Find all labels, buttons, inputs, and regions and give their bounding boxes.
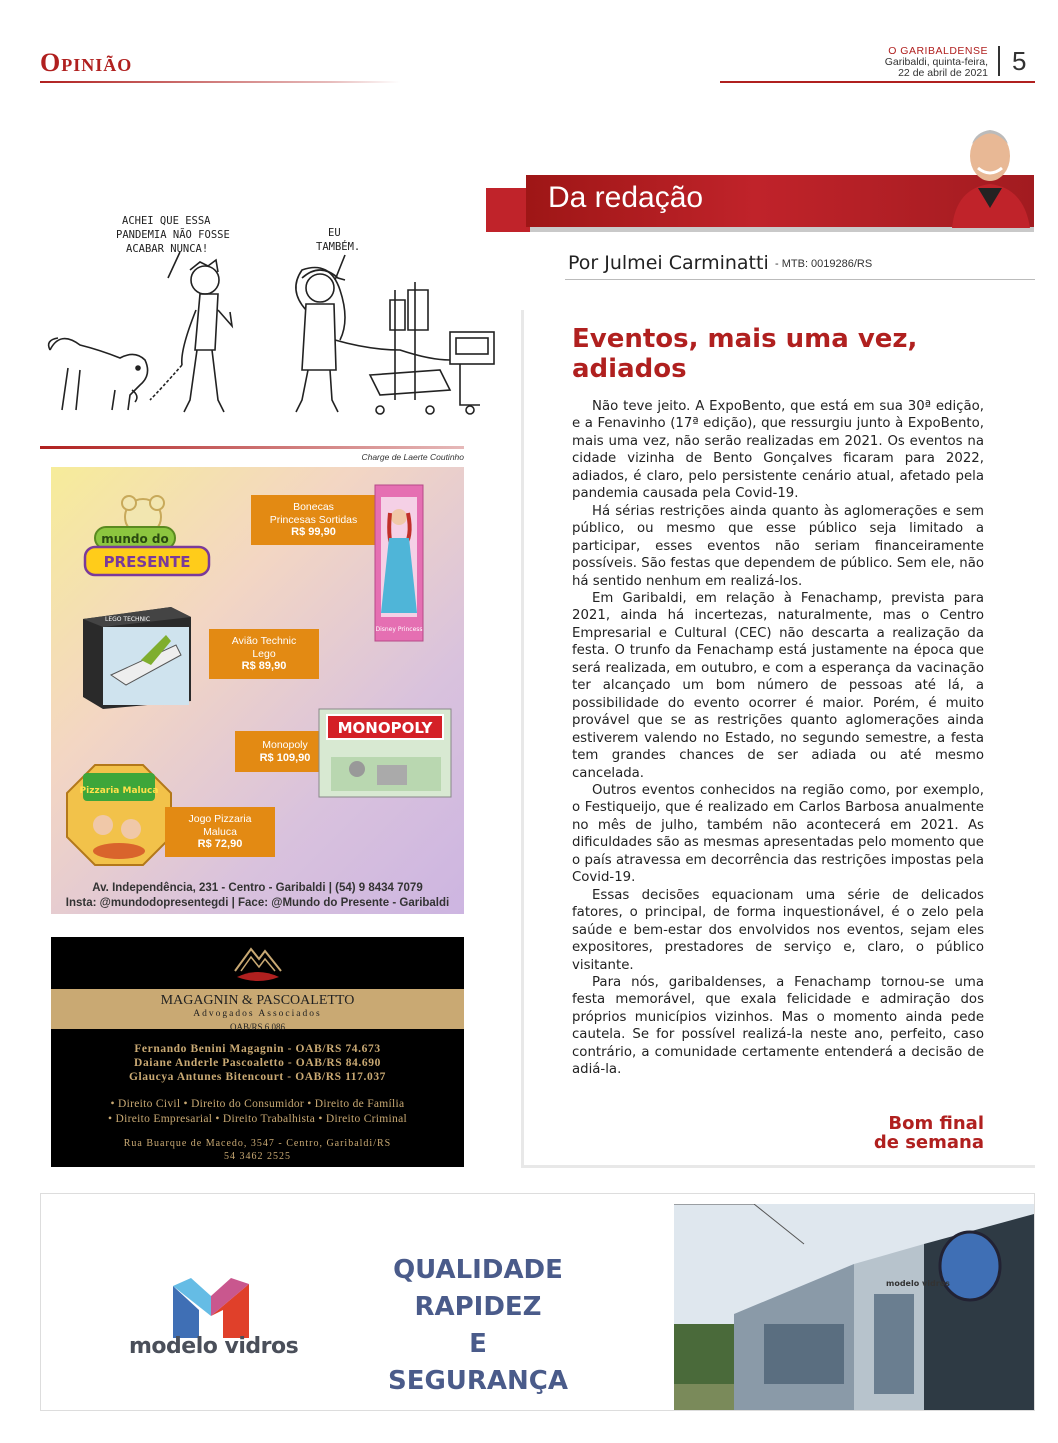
law-lawyers	[51, 1042, 464, 1084]
svg-text:MONOPOLY: MONOPOLY	[337, 719, 433, 737]
header-rule-right	[720, 81, 1035, 83]
article-paragraph: Outros eventos conhecidos na região como, por exemplo, o Festiqueijo, que é realizado em Carlos Barbosa anualmente no mês de julho, também não acontecerá em 2021. As dificuldades são as mesmas apresentadas pelo momento que o país atravessa em decorrência das restrições impostas pela Covid-19.	[572, 782, 984, 886]
product-price: R$ 109,90	[259, 751, 311, 764]
article-paragraph: Não teve jeito. A ExpoBento, que está em sua 30ª edição, e a Fenavinho (17ª edição), que ressurgiu junto à ExpoBento, mais uma vez, não serão realizadas em 2021. Os eventos na cidade vizinha de Bento Gonçalves ficaram para 2022, adiados, é claro, pelo persistente cenário atual, afetado pela pandemia causada pela Covid-19.	[572, 399, 984, 502]
product-tag-bonecas[interactable]	[251, 495, 376, 545]
svg-text:EU: EU	[328, 227, 341, 239]
mundo-do-presente-logo	[65, 489, 215, 579]
product-price: R$ 89,90	[241, 660, 287, 672]
law-address-line: Rua Buarque de Macedo, 3547 - Centro, Garibaldi/RS	[123, 1138, 392, 1149]
lawyer-name: Glaucya Antunes Bitencourt - OAB/RS 117.037	[128, 1071, 387, 1083]
article-signoff	[800, 1114, 984, 1152]
article-paragraph: Essas decisões equacionam uma série de delicados fatores, o principal, de forma inquestionável, é o zelo pela saúde e bem-estar dos envolvidos nos eventos, sejam eles expositores, prestadores de serviço e, claro, o público visitante.	[572, 887, 984, 973]
product-name: Avião Technic	[231, 635, 297, 647]
signoff-line1: Bom final	[888, 1113, 984, 1134]
modelo-vidros-ad[interactable]	[40, 1193, 1035, 1411]
law-firm-name: MAGAGNIN & PASCOALETTO	[160, 993, 355, 1008]
lego-technic-box	[81, 605, 193, 710]
paper-name: O GARIBALDENSE	[888, 45, 988, 57]
toy-ad-social: Insta: @mundodopresentegdi | Face: @Mundo do Presente - Garibaldi	[65, 897, 450, 909]
slogan-line: QUALIDADE	[393, 1255, 563, 1285]
modelo-vidros-brand: modelo vidros	[129, 1334, 299, 1359]
svg-text:TAMBÉM.: TAMBÉM.	[316, 241, 361, 253]
article-paragraph: Há sérias restrições ainda quanto às aglomerações e sem público, ou mesmo que esse público seja limitado a participar, esses eventos não seriam financeiramente possíveis. São festas que dependem de público. Sem ele, não há sentido nenhum em realizá-los.	[572, 503, 984, 589]
signoff-line2: de semana	[873, 1132, 984, 1153]
law-firm-subtitle: Advogados Associados	[193, 1009, 322, 1019]
monopoly-box	[317, 707, 453, 799]
law-areas-line: • Direito Civil • Direito do Consumidor • Direito de Família	[110, 1098, 405, 1110]
vidros-slogan	[373, 1252, 583, 1400]
svg-text:Disney Princess: Disney Princess	[375, 626, 423, 633]
page-divider	[998, 46, 1000, 76]
lawyer-name: Daiane Anderle Pascoaletto - OAB/RS 84.690	[134, 1057, 381, 1069]
author-photo	[948, 118, 1034, 228]
svg-text:LEGO TECHNIC: LEGO TECHNIC	[105, 616, 151, 623]
mountain-logo-icon	[231, 941, 285, 985]
section-title: Opinião	[40, 48, 133, 77]
product-name: Jogo Pizzaria	[188, 813, 252, 825]
product-name: Maluca	[203, 825, 237, 838]
product-name: Lego	[252, 647, 276, 660]
product-price: R$ 72,90	[197, 838, 243, 850]
article-headline: Eventos, mais uma vez, adiados	[572, 324, 918, 384]
slogan-line: E	[469, 1329, 487, 1359]
law-areas	[51, 1097, 464, 1126]
mtb-number: - MTB: 0019286/RS	[775, 258, 873, 270]
law-firm-ad[interactable]	[51, 937, 464, 1167]
toy-store-ad[interactable]	[51, 467, 464, 914]
product-price: R$ 99,90	[291, 526, 336, 538]
header-rule	[40, 81, 400, 83]
edition-line1: Garibaldi, quinta-feira,	[884, 56, 988, 68]
law-areas-line: • Direito Empresarial • Direito Trabalhista • Direito Criminal	[108, 1112, 407, 1125]
article-paragraph: Para nós, garibaldenses, a Fenachamp tornou-se uma festa memorável, que exala felicidade e admiração dos próprios municípios vizinhos. Mas o momento ainda pede cautela. Se for possível realizá-la neste ano, perfeito, caso contrário, a comunidade certamente entenderá a decisão de adiá-la.	[572, 974, 984, 1078]
law-address	[51, 1137, 464, 1163]
toy-ad-address: Av. Independência, 231 - Centro - Garibaldi | (54) 9 8434 7079	[92, 882, 423, 894]
logo-top-text: mundo do	[101, 532, 169, 546]
building-photo	[674, 1204, 1034, 1410]
column-title: Da redação	[548, 181, 704, 214]
cartoon-credit: Charge de Laerte Coutinho	[361, 452, 464, 462]
svg-text:PANDEMIA NÃO FOSSE: PANDEMIA NÃO FOSSE	[116, 229, 230, 241]
article-body	[572, 398, 984, 1079]
pizzaria-maluca-box	[65, 763, 173, 867]
logo-bottom-text: PRESENTE	[103, 553, 191, 571]
modelo-vidros-logo-icon	[171, 1276, 251, 1340]
doll-box	[373, 483, 425, 643]
svg-text:Pizzaria Maluca: Pizzaria Maluca	[79, 786, 159, 796]
law-firm-oab: OAB/RS 6.086	[229, 1022, 285, 1032]
product-name: Bonecas	[293, 501, 334, 513]
svg-text:ACHEI QUE ESSA: ACHEI QUE ESSA	[122, 215, 211, 227]
product-tag-aviao[interactable]	[209, 629, 319, 679]
cartoon	[40, 200, 506, 440]
product-tag-pizzaria[interactable]	[165, 807, 275, 857]
byline: Por Julmei Carminatti	[568, 252, 769, 274]
law-phone: 54 3462 2525	[224, 1151, 291, 1162]
article-paragraph: Em Garibaldi, em relação à Fenachamp, prevista para 2021, ainda há incertezas, naturalmente, mas o Centro Empresarial e Cultural (CEC) não descarta a realização da festa. O trunfo da Fenachamp está justamente na época que será realizada, em outubro, e com a esperança da vacinação ter alcançado um bom número de pessoas até lá, a possibilidade do evento ocorrer é maior. Porém, é muito provável que se as restrições quanto aglomerações ainda estiverem valendo no Estado, no segundo semestre, a festa tem grandes chances de ser adiada ou até mesmo cancelada.	[572, 590, 984, 781]
edition-line2: 22 de abril de 2021	[898, 67, 988, 79]
slogan-line: SEGURANÇA	[387, 1366, 569, 1396]
slogan-line: RAPIDEZ	[414, 1292, 542, 1322]
svg-text:modelo vidros: modelo vidros	[886, 1279, 950, 1288]
page-number: 5	[1012, 46, 1027, 76]
lawyer-name: Fernando Benini Magagnin - OAB/RS 74.673	[134, 1043, 381, 1055]
product-name: Princesas Sortidas	[269, 513, 358, 526]
svg-text:ACABAR NUNCA!: ACABAR NUNCA!	[126, 243, 209, 255]
byline-rule	[565, 279, 1035, 280]
cartoon-rule	[40, 446, 464, 449]
product-name: Monopoly	[262, 739, 308, 751]
masthead	[885, 46, 988, 79]
